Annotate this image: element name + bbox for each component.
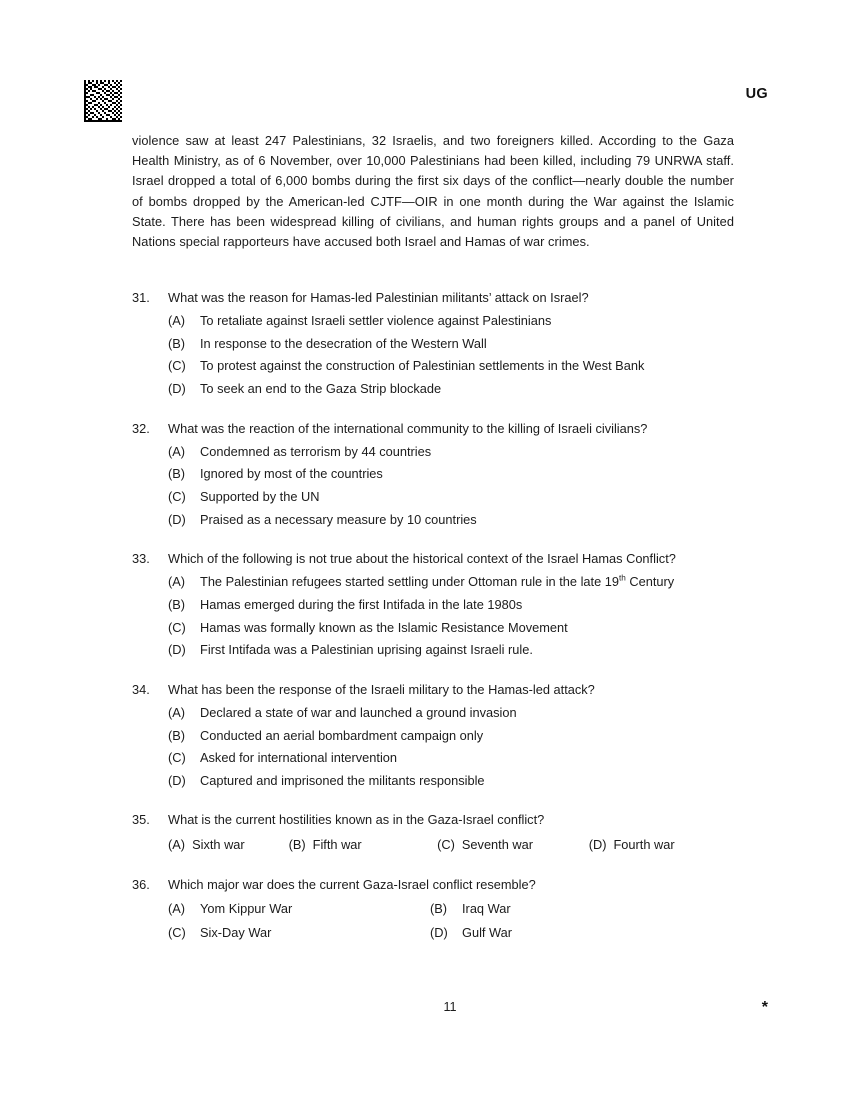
option-text-number: 19	[604, 574, 619, 590]
option-text: To retaliate against Israeli settler violence against Palestinians	[200, 313, 552, 329]
option-label: (C)	[437, 836, 455, 852]
option-label: (D)	[168, 642, 186, 658]
question-35-heading	[132, 810, 734, 830]
option-label: (A)	[168, 574, 186, 590]
option-36-a[interactable]	[168, 897, 430, 922]
question-36-text: Which major war does the current Gaza-Israel conflict resemble?	[168, 876, 536, 892]
option-text: Hamas emerged during the first Intifada in the late 1980s	[200, 596, 523, 612]
option-text: Supported by the UN	[200, 488, 320, 504]
question-31-heading	[132, 288, 734, 308]
question-36-number: 36.	[132, 876, 150, 892]
option-text: Sixth war	[192, 836, 245, 852]
question-33	[132, 549, 734, 662]
option-text: First Intifada was a Palestinian uprising against Israeli rule.	[200, 642, 533, 658]
question-35-options	[132, 833, 734, 857]
option-label: (B)	[168, 335, 186, 351]
question-35	[132, 810, 734, 856]
spacer	[132, 792, 734, 810]
option-text: Captured and imprisoned the militants responsible	[200, 772, 485, 788]
passage-text: violence saw at least 247 Palestinians, 32 Israelis, and two foreigners killed. According to the Gaza Health Ministry, as of 6 November, over 10,000 Palestinians had been killed, including 79 UNRWA staff. Israel dropped a total of 6,000 bombs during the first six days of the conflict—nearly double the number of bombs dropped by the American-led CJTF—OIR in one month during the War against the Islamic State. There has been widespread killing of civilians, and human rights groups and a panel of United Nations special rapporteurs have accused both Israel and Hamas of war crimes.	[132, 133, 734, 250]
option-34-c[interactable]	[132, 747, 734, 770]
option-text: Fifth war	[312, 836, 362, 852]
spacer	[132, 531, 734, 549]
asterisk-mark: *	[761, 999, 768, 1016]
question-33-options	[132, 571, 734, 661]
question-34-heading	[132, 680, 734, 700]
question-34-text: What has been the response of the Israeli military to the Hamas-led attack?	[168, 681, 595, 697]
option-text-post: Century	[625, 574, 675, 590]
question-35-number: 35.	[132, 812, 150, 828]
datamatrix-code-icon	[84, 80, 122, 122]
question-35-text: What is the current hostilities known as in the Gaza-Israel conflict?	[168, 812, 545, 828]
option-label: (B)	[168, 596, 186, 612]
option-text: In response to the desecration of the Western Wall	[200, 335, 487, 351]
option-32-c[interactable]	[132, 486, 734, 509]
option-text: Condemned as terrorism by 44 countries	[200, 443, 432, 459]
question-31-text: What was the reason for Hamas-led Palestinian militants’ attack on Israel?	[168, 290, 589, 305]
option-label: (A)	[168, 704, 186, 720]
question-33-heading	[132, 549, 734, 569]
page-header	[84, 80, 768, 126]
option-31-c[interactable]	[132, 355, 734, 378]
option-label: (C)	[168, 750, 186, 766]
question-32-options	[132, 441, 734, 531]
option-text: Asked for international intervention	[200, 750, 398, 766]
question-33-text: Which of the following is not true about the historical context of the Israel Hamas Conflict?	[168, 551, 676, 567]
option-36-c[interactable]	[168, 921, 430, 946]
question-34-options	[132, 702, 734, 792]
page-footer	[132, 1000, 768, 1020]
question-34	[132, 680, 734, 793]
option-text: Hamas was formally known as the Islamic Resistance Movement	[200, 619, 568, 635]
option-label: (A)	[168, 443, 186, 459]
option-31-b[interactable]	[132, 333, 734, 356]
option-35-c[interactable]	[437, 833, 585, 857]
option-label: (D)	[168, 772, 186, 788]
option-34-a[interactable]	[132, 702, 734, 725]
option-text: Conducted an aerial bombardment campaign only	[200, 727, 484, 743]
option-33-a[interactable]	[132, 571, 734, 594]
option-34-b[interactable]	[132, 725, 734, 748]
option-text: Seventh war	[461, 836, 534, 852]
option-label: (A)	[168, 836, 186, 852]
question-31	[132, 288, 734, 401]
option-text-pre: The Palestinian refugees started settling under Ottoman rule in the late	[200, 574, 605, 590]
question-34-number: 34.	[132, 681, 150, 697]
question-31-number: 31.	[132, 290, 150, 305]
option-32-b[interactable]	[132, 463, 734, 486]
option-text: To seek an end to the Gaza Strip blockade	[200, 380, 442, 396]
option-33-c[interactable]	[132, 617, 734, 640]
option-text: Six-Day War	[200, 925, 272, 941]
question-32-heading	[132, 419, 734, 439]
option-text: Praised as a necessary measure by 10 countries	[200, 511, 477, 527]
option-text: Fourth war	[613, 836, 675, 852]
option-label: (B)	[430, 900, 448, 916]
option-32-d[interactable]	[132, 509, 734, 532]
paper-code-label: UG	[745, 86, 768, 102]
option-label: (B)	[288, 836, 306, 852]
question-31-options	[132, 310, 734, 400]
option-label: (A)	[168, 313, 186, 329]
option-text: Ignored by most of the countries	[200, 466, 383, 482]
option-label: (C)	[168, 619, 186, 635]
spacer	[132, 662, 734, 680]
option-36-d[interactable]	[430, 921, 734, 946]
question-32-text: What was the reaction of the international community to the killing of Israeli civilians?	[168, 420, 648, 436]
spacer	[132, 401, 734, 419]
question-36	[132, 875, 734, 946]
option-label: (B)	[168, 727, 186, 743]
option-text: Iraq War	[462, 900, 511, 916]
option-text: To protest against the construction of Palestinian settlements in the West Bank	[200, 358, 645, 374]
option-label: (C)	[168, 358, 186, 374]
question-32	[132, 419, 734, 532]
option-35-b[interactable]	[289, 833, 434, 857]
option-35-a[interactable]	[168, 833, 285, 857]
ordinal-suffix: th	[619, 574, 626, 584]
option-text: Declared a state of war and launched a ground invasion	[200, 704, 517, 720]
option-label: (C)	[168, 925, 186, 941]
option-34-d[interactable]	[132, 770, 734, 793]
spacer	[132, 857, 734, 875]
option-35-d[interactable]	[589, 833, 675, 857]
option-label: (B)	[168, 466, 186, 482]
questions-list	[132, 288, 734, 946]
option-31-a[interactable]	[132, 310, 734, 333]
option-label: (C)	[168, 488, 186, 504]
question-32-number: 32.	[132, 420, 150, 436]
option-text	[200, 571, 734, 594]
option-label: (D)	[430, 925, 448, 941]
option-label: (D)	[588, 836, 607, 852]
option-33-b[interactable]	[132, 594, 734, 617]
option-label: (D)	[168, 511, 186, 527]
question-36-heading	[132, 875, 734, 895]
option-33-d[interactable]	[132, 639, 734, 662]
option-label: (D)	[168, 380, 186, 396]
page-number: 11	[443, 1000, 457, 1014]
option-label: (A)	[168, 900, 186, 916]
option-text: Gulf War	[462, 925, 513, 941]
question-36-options	[132, 897, 734, 946]
question-33-number: 33.	[132, 551, 150, 567]
option-text: Yom Kippur War	[200, 900, 293, 916]
option-36-b[interactable]	[430, 897, 734, 922]
option-31-d[interactable]	[132, 378, 734, 401]
option-32-a[interactable]	[132, 441, 734, 464]
